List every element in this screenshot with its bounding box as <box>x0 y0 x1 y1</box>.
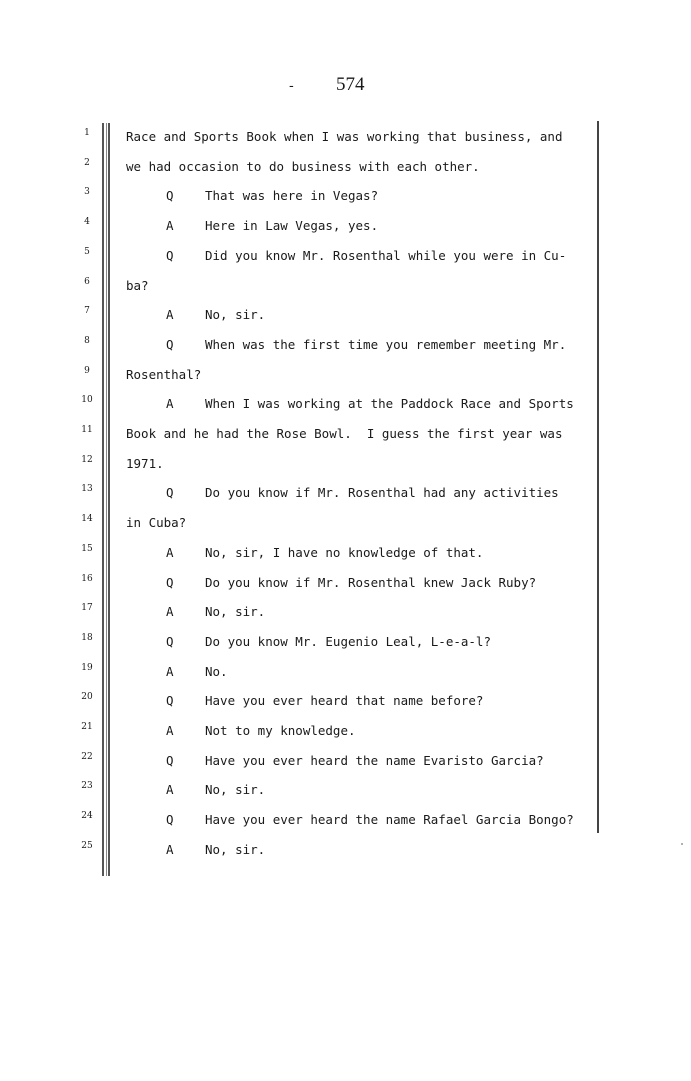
transcript-line <box>0 245 691 265</box>
line-number: 15 <box>81 543 93 554</box>
line-number: 11 <box>81 425 93 435</box>
transcript-line <box>0 393 691 413</box>
line-text: Race and Sports Book when I was working that business, and <box>126 129 563 144</box>
line-number: 6 <box>84 276 90 287</box>
line-text: When was the first time you remember meeting Mr. <box>205 336 567 352</box>
line-number: 5 <box>84 246 90 257</box>
line-number: 10 <box>81 395 93 406</box>
line-text: Did you know Mr. Rosenthal while you were in Cu- <box>205 247 567 263</box>
transcript-line <box>0 304 691 324</box>
transcript-line <box>0 364 691 384</box>
line-text: No, sir. <box>205 782 266 798</box>
transcript-line <box>0 453 691 473</box>
transcript-line <box>0 334 691 354</box>
transcript-line <box>0 572 691 592</box>
question-label: Q <box>166 485 174 501</box>
transcript-line <box>0 750 691 770</box>
question-label: Q <box>166 633 174 649</box>
line-text: ba? <box>126 277 149 293</box>
transcript-line <box>0 839 691 859</box>
answer-label: A <box>166 307 174 323</box>
line-text: in Cuba? <box>126 515 187 531</box>
line-number: 14 <box>81 514 93 525</box>
transcript-line <box>0 512 691 532</box>
line-text: No. <box>205 663 228 679</box>
answer-label: A <box>166 663 174 679</box>
transcript-line <box>0 423 691 443</box>
line-number: 19 <box>81 662 93 673</box>
transcript-line <box>0 156 691 176</box>
scan-speck <box>681 843 683 845</box>
line-number: 7 <box>84 306 90 317</box>
line-number: 21 <box>81 722 93 732</box>
line-text: When I was working at the Paddock Race and Sports <box>205 396 574 412</box>
line-text: Have you ever heard the name Rafael Garcia Bongo? <box>205 812 574 828</box>
transcript-line <box>0 185 691 205</box>
line-text: No, sir. <box>205 307 266 323</box>
question-label: Q <box>166 188 174 204</box>
transcript-line <box>0 720 691 740</box>
line-number: 1 <box>84 128 90 138</box>
line-text: Here in Law Vegas, yes. <box>205 218 379 234</box>
question-label: Q <box>166 247 174 263</box>
line-number: 16 <box>81 573 93 584</box>
line-text: Rosenthal? <box>126 366 202 382</box>
line-text: No, sir, I have no knowledge of that. <box>205 544 484 560</box>
line-number: 13 <box>81 484 93 495</box>
line-number: 8 <box>84 335 90 346</box>
line-text: Not to my knowledge. <box>205 723 356 738</box>
line-text: No, sir. <box>205 841 266 857</box>
line-number: 4 <box>84 217 90 228</box>
line-text: That was here in Vegas? <box>205 188 379 204</box>
answer-label: A <box>166 723 174 738</box>
page-number: 574 <box>336 74 365 95</box>
page-mark: - <box>289 78 294 94</box>
transcript-line <box>0 542 691 562</box>
transcript-line <box>0 275 691 295</box>
line-text: Do you know if Mr. Rosenthal knew Jack Ruby? <box>205 574 537 590</box>
transcript-line <box>0 601 691 621</box>
answer-label: A <box>166 782 174 798</box>
transcript-line <box>0 779 691 799</box>
question-label: Q <box>166 574 174 590</box>
line-number: 2 <box>84 157 90 168</box>
answer-label: A <box>166 841 174 857</box>
line-number: 23 <box>81 781 93 792</box>
question-label: Q <box>166 752 174 768</box>
line-text: Have you ever heard that name before? <box>205 693 484 709</box>
line-number: 24 <box>81 811 93 822</box>
line-number: 25 <box>81 840 93 851</box>
line-text: Do you know Mr. Eugenio Leal, L-e-a-l? <box>205 633 491 649</box>
answer-label: A <box>166 396 174 412</box>
answer-label: A <box>166 218 174 234</box>
line-text: Have you ever heard the name Evaristo Garcia? <box>205 752 544 768</box>
line-text: 1971. <box>126 455 164 471</box>
line-text: No, sir. <box>205 604 266 620</box>
question-label: Q <box>166 812 174 828</box>
line-number: 3 <box>84 187 90 198</box>
question-label: Q <box>166 693 174 709</box>
line-text: we had occasion to do business with each other. <box>126 158 480 174</box>
line-number: 20 <box>81 692 93 703</box>
transcript-line <box>0 482 691 502</box>
line-number: 22 <box>81 751 93 762</box>
transcript-line <box>0 661 691 681</box>
answer-label: A <box>166 604 174 620</box>
transcript-line <box>0 631 691 651</box>
transcript-line <box>0 809 691 829</box>
line-text: Book and he had the Rose Bowl. I guess the first year was <box>126 426 563 441</box>
answer-label: A <box>166 544 174 560</box>
transcript-line <box>0 126 691 146</box>
line-number: 18 <box>81 632 93 643</box>
transcript-line <box>0 215 691 235</box>
line-number: 17 <box>81 603 93 614</box>
transcript-line <box>0 690 691 710</box>
line-number: 12 <box>81 454 93 465</box>
question-label: Q <box>166 336 174 352</box>
line-number: 9 <box>84 365 90 376</box>
line-text: Do you know if Mr. Rosenthal had any activities <box>205 485 559 501</box>
